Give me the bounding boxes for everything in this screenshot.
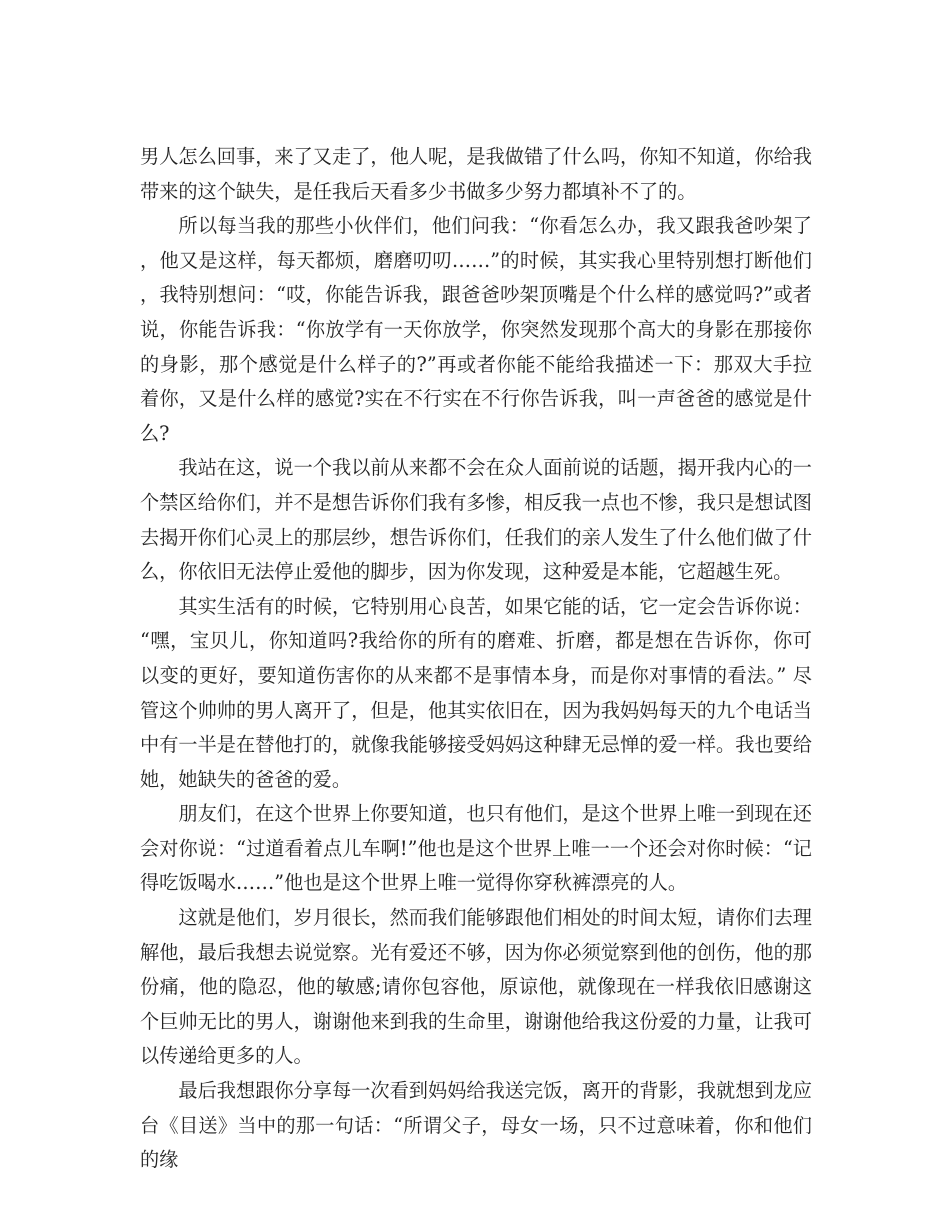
paragraph-6: 这就是他们，岁月很长，然而我们能够跟他们相处的时间太短，请你们去理解他，最后我想去说觉察。光有爱还不够，因为你必须觉察到他的创伤，他的那份痛，他的隐忍，他的敏感;请你包容他，原谅他，就像现在一样我依旧感谢这个巨帅无比的男人，谢谢他来到我的生命里，谢谢他给我这份爱的力量，让我可以传递给更多的人。: [140, 906, 812, 1068]
paragraph-7: 最后我想跟你分享每一次看到妈妈给我送完饭，离开的背影，我就想到龙应台《目送》当中的那一句话：“所谓父子，母女一场，只不过意味着，你和他们的缘: [140, 1079, 812, 1172]
paragraph-2: 所以每当我的那些小伙伴们，他们问我：“你看怎么办，我又跟我爸吵架了，他又是这样，每天都烦，磨磨叨叨……”的时候，其实我心里特别想打断他们，我特别想问：“哎，你能告诉我，跟爸爸吵架顶嘴是个什么样的感觉吗?”或者说，你能告诉我：“你放学有一天你放学，你突然发现那个高大的身影在那接你的身影，那个感觉是什么样子的?”再或者你能不能给我描述一下：那双大手拉着你，又是什么样的感觉?实在不行实在不行你告诉我，叫一声爸爸的感觉是什么?: [140, 214, 812, 445]
paragraph-5: 朋友们，在这个世界上你要知道，也只有他们，是这个世界上唯一到现在还会对你说：“过道看着点儿车啊!”他也是这个世界上唯一一个还会对你时候：“记得吃饭喝水……”他也是这个世界上唯一觉得你穿秋裤漂亮的人。: [140, 802, 812, 895]
paragraph-4: 其实生活有的时候，它特别用心良苦，如果它能的话，它一定会告诉你说：“嘿，宝贝儿，你知道吗?我给你的所有的磨难、折磨，都是想在告诉你，你可以变的更好，要知道伤害你的从来都不是事情本身，而是你对事情的看法。” 尽管这个帅帅的男人离开了，但是，他其实依旧在，因为我妈妈每天的九个电话当中有一半是在替他打的，就像我能够接受妈妈这种肆无忌惮的爱一样。我也要给她，她缺失的爸爸的爱。: [140, 594, 812, 791]
paragraph-3: 我站在这，说一个我以前从来都不会在众人面前说的话题，揭开我内心的一个禁区给你们，并不是想告诉你们我有多惨，相反我一点也不惨，我只是想试图去揭开你们心灵上的那层纱，想告诉你们，任我们的亲人发生了什么他们做了什么，你依旧无法停止爱他的脚步，因为你发现，这种爱是本能，它超越生死。: [140, 456, 812, 584]
paragraph-1: 男人怎么回事，来了又走了，他人呢，是我做错了什么吗，你知不知道，你给我带来的这个缺失，是任我后天看多少书做多少努力都填补不了的。: [140, 145, 812, 203]
document-body: [140, 140, 812, 1172]
